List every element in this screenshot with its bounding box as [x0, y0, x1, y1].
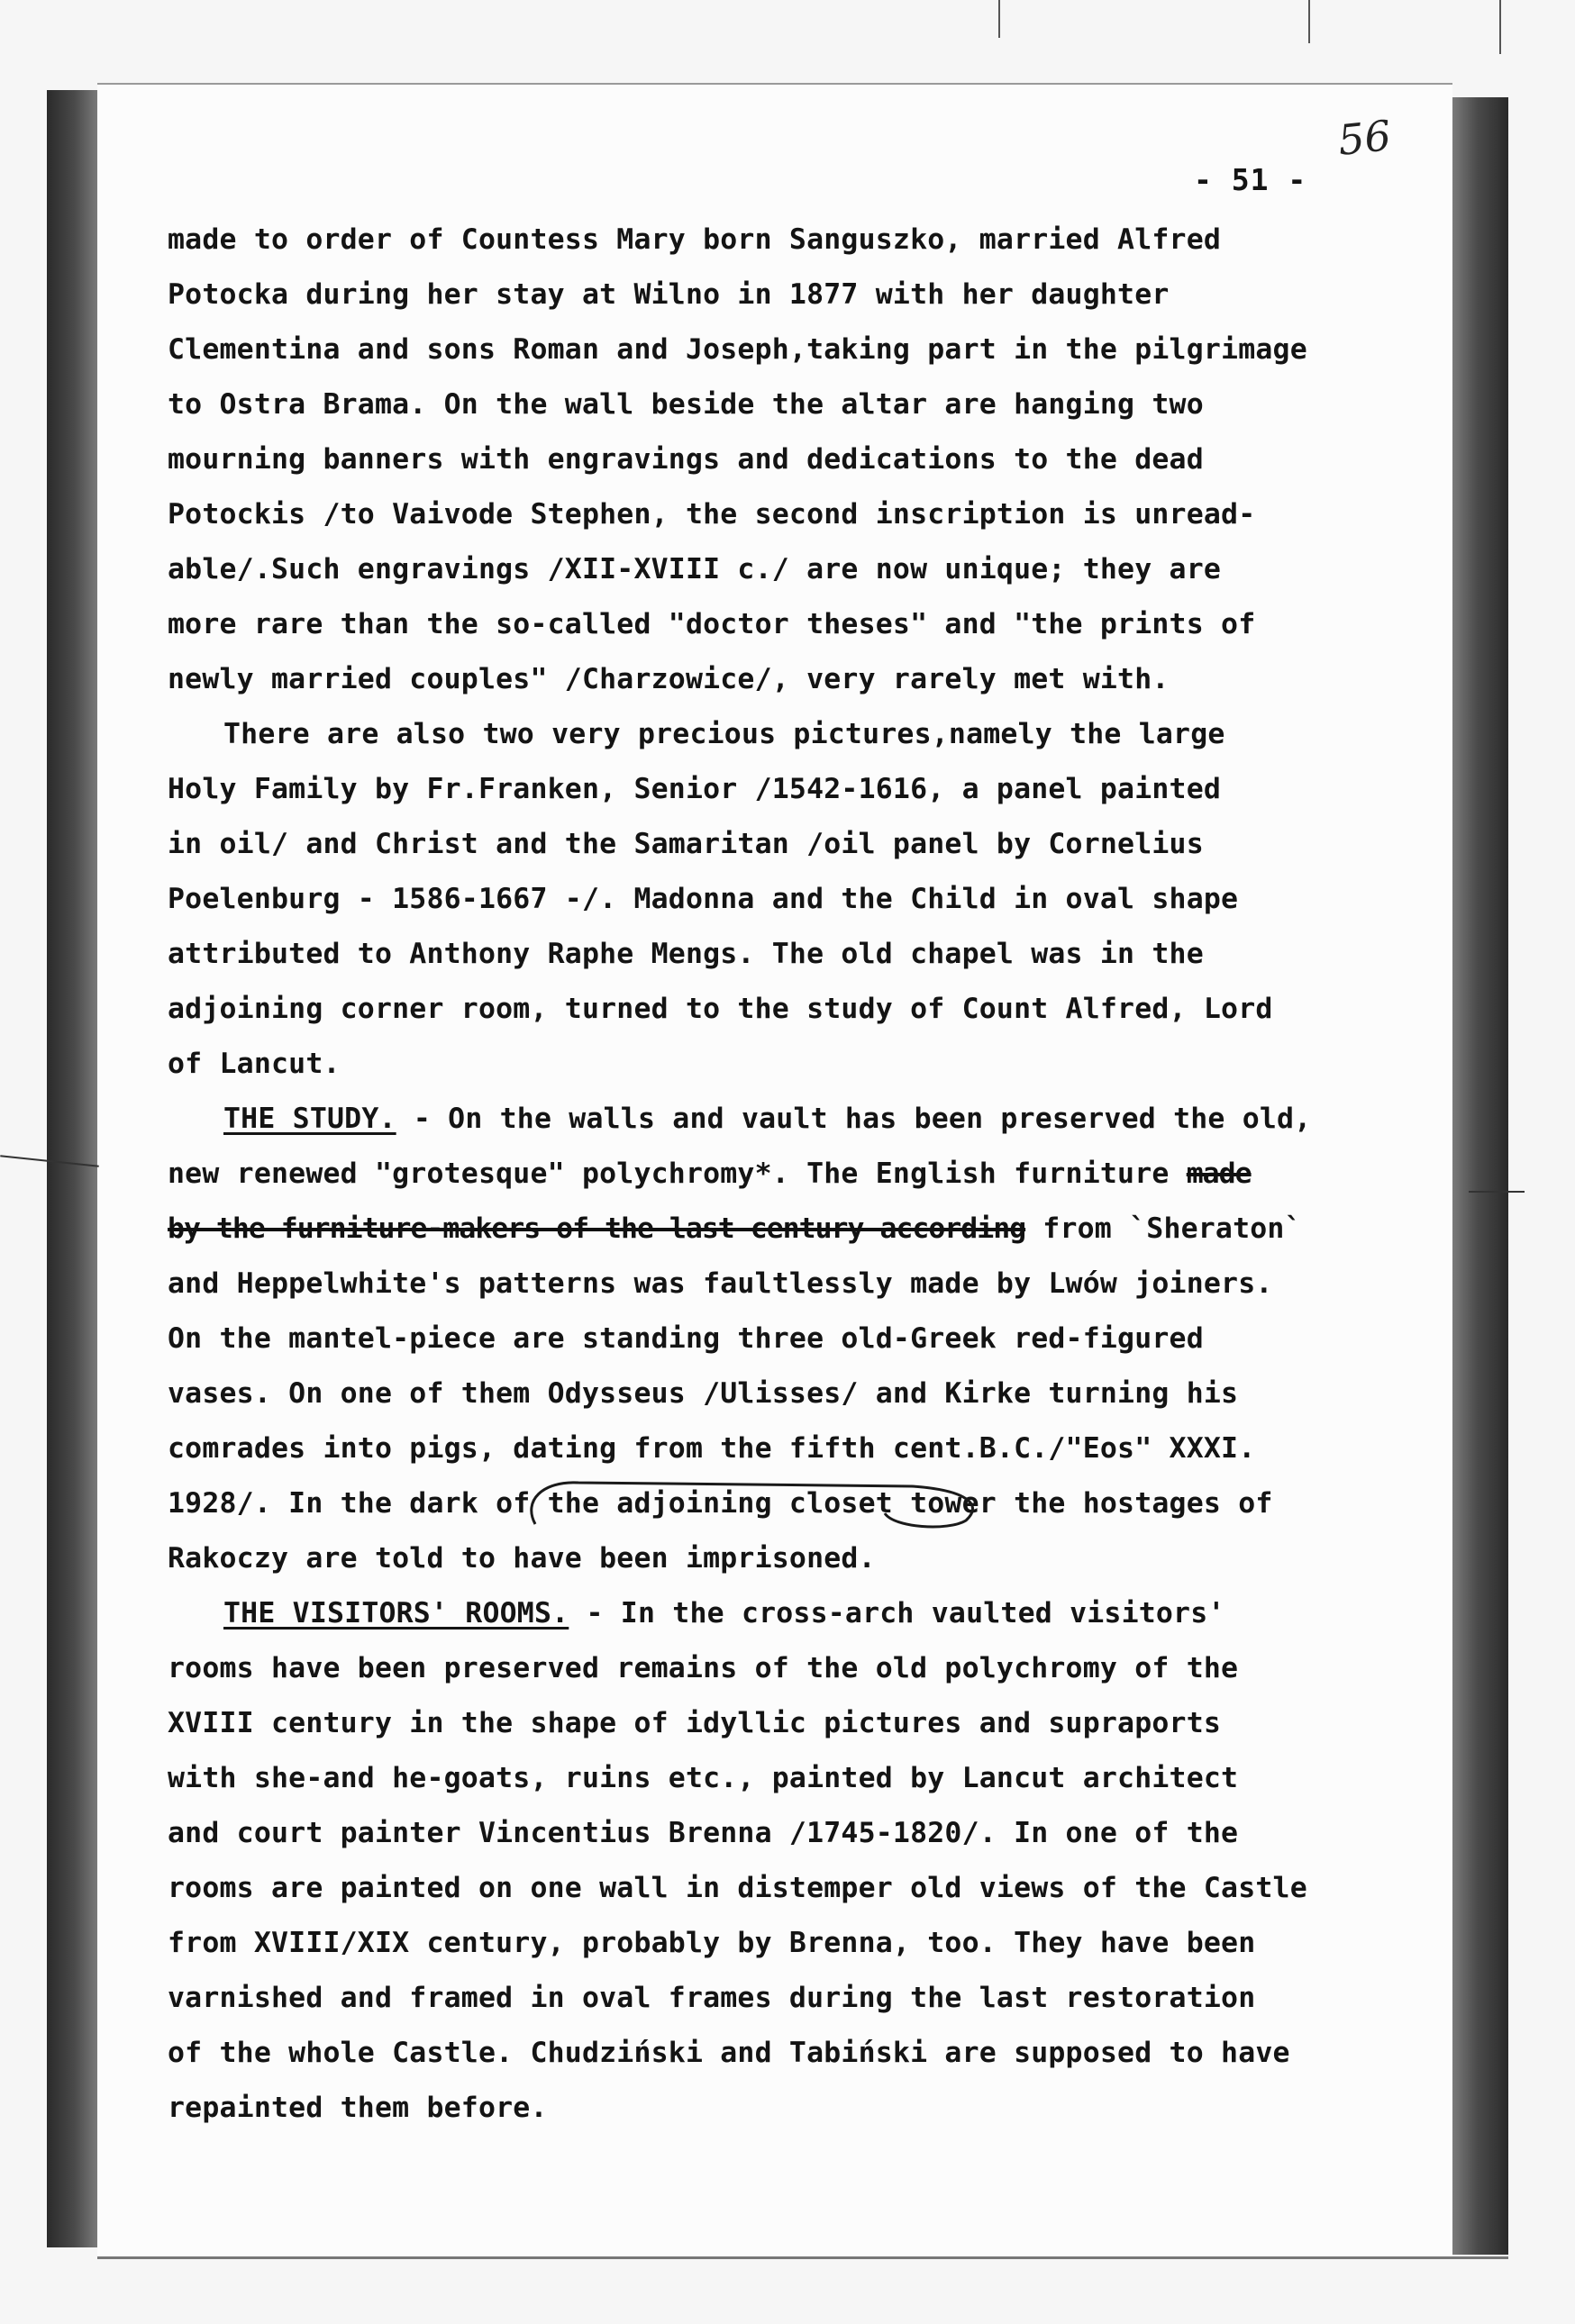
handwritten-page-number: 56: [1335, 111, 1394, 165]
text-line: from XVIII/XIX century, probably by Brenna, too. They have been: [168, 1927, 1256, 1959]
bottom-edge-line: [97, 2256, 1508, 2259]
text-line: [168, 1147, 1465, 1202]
text-line: of Lancut.: [168, 1048, 341, 1080]
section-heading-study: THE STUDY.: [223, 1103, 396, 1135]
document-body: [168, 213, 1465, 2136]
text-line: comrades into pigs, dating from the fifth cent.B.C./"Eos" XXXI.: [168, 1432, 1256, 1465]
text-line: Clementina and sons Roman and Joseph,taking part in the pilgrimage: [168, 333, 1307, 366]
text-line: vases. On one of them Odysseus /Ulisses/ and Kirke turning his: [168, 1377, 1239, 1410]
study-text: from `Sheraton`: [1025, 1212, 1302, 1245]
text-line: in oil/ and Christ and the Samaritan /oil panel by Cornelius: [168, 828, 1204, 860]
text-line: There are also two very precious pictures,namely the large: [223, 718, 1225, 750]
text-line: attributed to Anthony Raphe Mengs. The old chapel was in the: [168, 938, 1204, 970]
text-line: Holy Family by Fr.Franken, Senior /1542-1616, a panel painted: [168, 773, 1222, 805]
text-line: Poelenburg - 1586-1667 -/. Madonna and the Child in oval shape: [168, 883, 1239, 915]
text-line: mourning banners with engravings and dedications to the dead: [168, 443, 1204, 476]
study-text: new renewed "grotesque" polychromy*. The English furniture: [168, 1157, 1187, 1190]
text-line: and court painter Vincentius Brenna /1745-1820/. In one of the: [168, 1817, 1239, 1849]
top-tick-mark-3: [1499, 0, 1501, 54]
text-line: made to order of Countess Mary born Sanguszko, married Alfred: [168, 223, 1222, 256]
study-heading-line: [168, 1092, 1465, 1147]
struck-out-text: by the furniture-makers of the last century according: [168, 1212, 1026, 1245]
text-line: varnished and framed in oval frames during the last restoration: [168, 1982, 1256, 2014]
text-line: rooms have been preserved remains of the old polychromy of the: [168, 1652, 1239, 1684]
struck-out-text: made: [1186, 1157, 1252, 1190]
text-line: of the whole Castle. Chudziński and Tabiński are supposed to have: [168, 2037, 1290, 2069]
text-line: XVIII century in the shape of idyllic pictures and supraports: [168, 1707, 1222, 1739]
text-line: rooms are painted on one wall in distemper old views of the Castle: [168, 1872, 1307, 1904]
text-line: Potocka during her stay at Wilno in 1877 with her daughter: [168, 278, 1170, 311]
text-line: newly married couples" /Charzowice/, very rarely met with.: [168, 663, 1170, 695]
text-line: to Ostra Brama. On the wall beside the altar are hanging two: [168, 388, 1204, 421]
text-line: On the mantel-piece are standing three old-Greek red-figured: [168, 1322, 1204, 1355]
top-tick-mark-2: [1308, 0, 1310, 43]
typed-page-number: - 51 -: [1194, 162, 1307, 197]
right-margin-mark: [1469, 1191, 1525, 1193]
study-text: - On the walls and vault has been preserved the old,: [396, 1103, 1312, 1135]
text-line: adjoining corner room, turned to the study of Count Alfred, Lord: [168, 993, 1273, 1025]
text-line: Rakoczy are told to have been imprisoned.: [168, 1542, 876, 1575]
visitors-text: - In the cross-arch vaulted visitors': [569, 1597, 1225, 1630]
handwritten-loop-mark: [515, 1474, 993, 1537]
text-line: and Heppelwhite's patterns was faultlessly made by Lwów joiners.: [168, 1267, 1273, 1300]
left-scan-shadow: [47, 90, 97, 2247]
visitors-heading-line: [168, 1586, 1465, 1641]
text-line: with she-and he-goats, ruins etc., painted by Lancut architect: [168, 1762, 1239, 1794]
text-line: [168, 1202, 1465, 1257]
text-line: repainted them before.: [168, 2092, 548, 2124]
section-heading-visitors-rooms: THE VISITORS' ROOMS.: [223, 1597, 569, 1630]
text-line: Potockis /to Vaivode Stephen, the second inscription is unread-: [168, 498, 1256, 531]
text-line: 1928/. In the dark of the adjoining closet tower the hostages of: [168, 1487, 1273, 1520]
top-tick-mark-1: [998, 0, 1000, 38]
text-line: more rare than the so-called "doctor theses" and "the prints of: [168, 608, 1256, 640]
text-line: able/.Such engravings /XII-XVIII c./ are now unique; they are: [168, 553, 1222, 586]
